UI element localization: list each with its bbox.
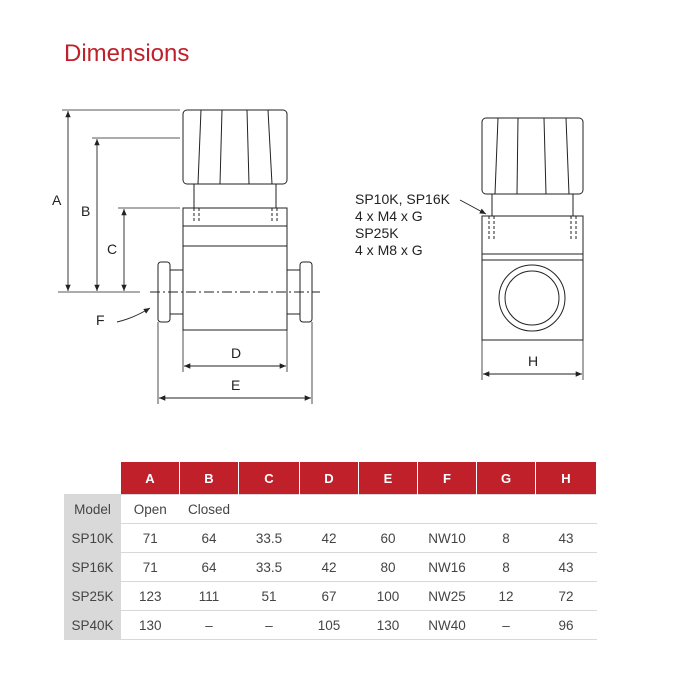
note-line-1: SP10K, SP16K: [355, 191, 450, 207]
cell: 67: [300, 582, 359, 611]
table-header-row: [64, 462, 597, 495]
cell: [418, 495, 477, 524]
model-cell: SP10K: [64, 524, 121, 553]
cell: 105: [300, 611, 359, 640]
cell: 71: [121, 524, 180, 553]
cell: –: [477, 611, 536, 640]
cell: 43: [536, 553, 597, 582]
cell: Open: [121, 495, 180, 524]
model-cell: SP40K: [64, 611, 121, 640]
header-blank: [64, 462, 121, 495]
table-row: [64, 582, 597, 611]
front-view: [482, 118, 583, 340]
note-line-3: SP25K: [355, 225, 399, 241]
label-e: E: [231, 377, 241, 393]
cell: 130: [121, 611, 180, 640]
note-line-4: 4 x M8 x G: [355, 242, 423, 258]
header-e: E: [359, 462, 418, 495]
header-f: F: [418, 462, 477, 495]
cell: 130: [359, 611, 418, 640]
cell: 80: [359, 553, 418, 582]
header-a: A: [121, 462, 180, 495]
table-row: [64, 495, 597, 524]
cell: NW16: [418, 553, 477, 582]
cell: 96: [536, 611, 597, 640]
header-c: C: [239, 462, 300, 495]
cell: 64: [180, 524, 239, 553]
page-title: Dimensions: [64, 40, 190, 67]
cell: –: [239, 611, 300, 640]
cell: 43: [536, 524, 597, 553]
cell: 64: [180, 553, 239, 582]
cell: [477, 495, 536, 524]
dimensions-table: [64, 462, 597, 640]
table-row: [64, 553, 597, 582]
cell: 42: [300, 524, 359, 553]
header-g: G: [477, 462, 536, 495]
label-h: H: [528, 353, 539, 369]
cell: 72: [536, 582, 597, 611]
cell: 100: [359, 582, 418, 611]
thread-note: [355, 191, 450, 259]
label-c: C: [107, 241, 118, 257]
cell: 60: [359, 524, 418, 553]
model-cell: SP16K: [64, 553, 121, 582]
cell: [239, 495, 300, 524]
model-header: Model: [64, 495, 121, 524]
label-a: A: [52, 192, 62, 208]
header-d: D: [300, 462, 359, 495]
cell: 123: [121, 582, 180, 611]
cell: NW10: [418, 524, 477, 553]
cell: [536, 495, 597, 524]
cell: 8: [477, 553, 536, 582]
cell: 71: [121, 553, 180, 582]
cell: NW40: [418, 611, 477, 640]
cell: 42: [300, 553, 359, 582]
table-row: [64, 524, 597, 553]
cell: 33.5: [239, 524, 300, 553]
header-h: H: [536, 462, 597, 495]
cell: 12: [477, 582, 536, 611]
cell: [300, 495, 359, 524]
cell: –: [180, 611, 239, 640]
cell: NW25: [418, 582, 477, 611]
header-b: B: [180, 462, 239, 495]
cell: 51: [239, 582, 300, 611]
label-d: D: [231, 345, 242, 361]
cell: 8: [477, 524, 536, 553]
label-b: B: [81, 203, 91, 219]
table-row: [64, 611, 597, 640]
cell: 111: [180, 582, 239, 611]
model-cell: SP25K: [64, 582, 121, 611]
label-f: F: [96, 312, 105, 328]
cell: 33.5: [239, 553, 300, 582]
cell: [359, 495, 418, 524]
side-view: [150, 110, 320, 330]
cell: Closed: [180, 495, 239, 524]
note-line-2: 4 x M4 x G: [355, 208, 423, 224]
